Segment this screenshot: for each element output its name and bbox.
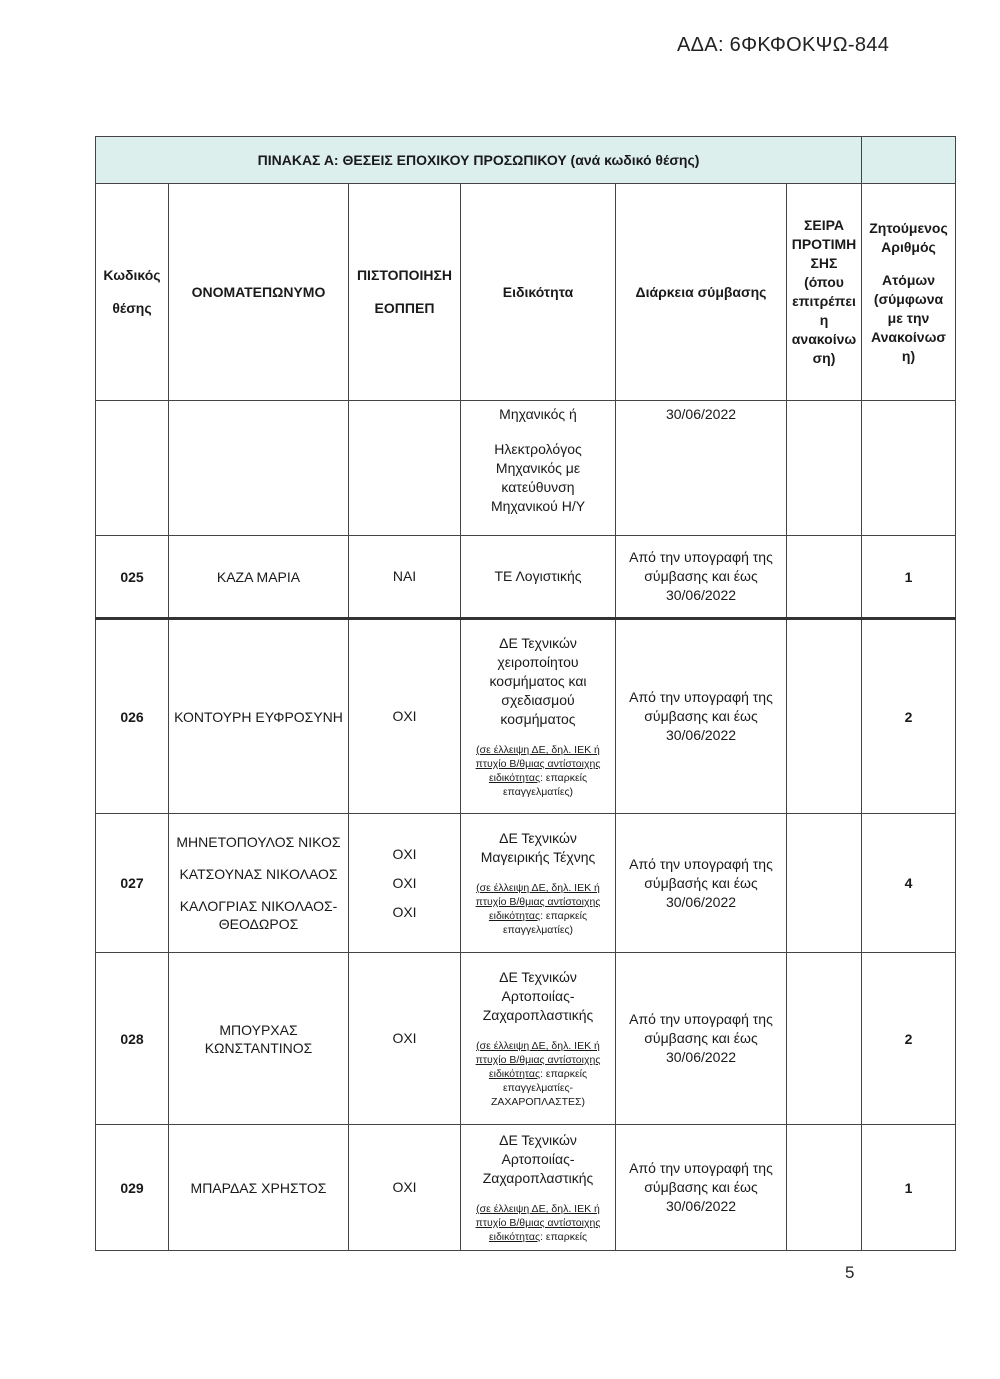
cell-count: 2 [862, 619, 956, 814]
specialty-note [461, 1202, 615, 1244]
spec-line: κοσμήματος και [489, 673, 587, 689]
cell-specialty [461, 953, 616, 1125]
col-header-duration: Διάρκεια σύμβασης [616, 184, 787, 401]
cell-code: 026 [96, 619, 169, 814]
cell-duration [616, 401, 787, 536]
note-line: : επαρκείς [540, 1231, 588, 1243]
col-header-requested [862, 184, 956, 401]
spec-line: Μηχανικού Η/Υ [490, 498, 586, 514]
duration-line: 30/06/2022 [665, 727, 737, 743]
spec-line: ΔΕ Τεχνικών [499, 1132, 577, 1148]
table-title-row [96, 137, 956, 184]
cell-cert [349, 814, 461, 953]
duration-line: 30/06/2022 [665, 406, 737, 422]
col-req-line: η) [901, 347, 916, 364]
note-line: πτυχίο Β/θμιας αντίστοιχης [475, 896, 601, 908]
cell-cert: ΟΧΙ [349, 619, 461, 814]
duration-line: σύμβασής και έως [644, 874, 758, 891]
spec-line: χειροποίητου [497, 654, 579, 670]
note-line: : επαρκείς [540, 772, 588, 784]
spec-line: κατεύθυνση [501, 479, 575, 495]
spec-line: Μηχανικός με [495, 460, 581, 476]
cell-duration [616, 536, 787, 619]
col-req-line: με την [887, 309, 930, 326]
note-line: επαγγελματίες) [502, 924, 574, 936]
cell-cert: ΟΧΙ [349, 1125, 461, 1251]
table-row-continued [96, 401, 956, 536]
spec-line: ΔΕ Τεχνικών [499, 830, 577, 846]
cert-line: ΟΧΙ [392, 903, 417, 920]
duration-line: 30/06/2022 [665, 1198, 737, 1214]
duration-line: Από την υπογραφή της [629, 855, 773, 872]
spec-line: σχεδιασμού [501, 692, 575, 708]
note-line: επαγγελματίες- [502, 1082, 574, 1094]
cell-preference [787, 619, 862, 814]
col-pref-line: ΣΕΙΡΑ [803, 217, 845, 233]
note-line: ειδικότητας [488, 772, 541, 784]
name-line: ΚΩΝΣΤΑΝΤΙΝΟΣ [204, 1039, 313, 1056]
col-header-cert [349, 184, 461, 401]
col-pref-line: επιτρέπει [792, 293, 856, 309]
table-row [96, 814, 956, 953]
col-pref-line: (όπου [804, 274, 844, 290]
note-line: (σε έλλειψη ΔΕ, δηλ. ΙΕΚ ή [476, 1203, 600, 1215]
cert-line: ΟΧΙ [392, 845, 417, 862]
table-row [96, 536, 956, 619]
cell-preference [787, 401, 862, 536]
column-header-row [96, 184, 956, 401]
name-line: ΚΑΛΟΓΡΙΑΣ ΝΙΚΟΛΑΟΣ- [179, 898, 338, 914]
col-req-line: Αριθμός [881, 238, 936, 255]
col-req-line: Ζητούμενος [869, 219, 948, 236]
cell-preference [787, 814, 862, 953]
name-line: ΘΕΟΔΩΡΟΣ [218, 916, 299, 932]
col-req-line: Ανακοίνωσ [871, 328, 946, 345]
spec-line: Μαγειρικής Τέχνης [480, 849, 596, 865]
col-pref-line: ΠΡΟΤΙΜΗ [791, 236, 857, 252]
col-pref-line: η [819, 312, 829, 328]
col-pref-line: ΣΗΣ [810, 255, 838, 271]
spec-line: ΔΕ Τεχνικών [499, 635, 577, 651]
specialty-note [461, 881, 615, 937]
note-line: (σε έλλειψη ΔΕ, δηλ. ΙΕΚ ή [476, 882, 600, 894]
cell-count: 1 [862, 536, 956, 619]
cert-line: ΟΧΙ [392, 874, 417, 891]
cell-specialty [461, 814, 616, 953]
name-line: ΜΠΟΥΡΧΑΣ [219, 1021, 298, 1038]
cell-count: 2 [862, 953, 956, 1125]
duration-line: 30/06/2022 [665, 587, 737, 603]
cell-duration [616, 1125, 787, 1251]
col-code-line1: Κωδικός [103, 267, 161, 283]
note-line: ΖΑΧΑΡΟΠΛΑΣΤΕΣ) [490, 1096, 586, 1108]
duration-line: Από την υπογραφή της [629, 549, 773, 565]
cell-code: 029 [96, 1125, 169, 1251]
duration-line: σύμβασης και έως [644, 1030, 758, 1046]
spec-line: κοσμήματος [500, 711, 576, 727]
table-row [96, 1125, 956, 1251]
col-header-name: ΟΝΟΜΑΤΕΠΩΝΥΜΟ [169, 184, 349, 401]
cell-cert: ΟΧΙ [349, 953, 461, 1125]
spec-line: Ηλεκτρολόγος [494, 441, 582, 457]
positions-table [95, 136, 956, 1251]
cell-name [169, 814, 349, 953]
note-line: πτυχίο Β/θμιας αντίστοιχης [475, 758, 601, 770]
table-row [96, 619, 956, 814]
col-cert-line1: ΠΙΣΤΟΠΟΙΗΣΗ [356, 267, 453, 283]
cell-code: 028 [96, 953, 169, 1125]
cell-specialty: ΤΕ Λογιστικής [461, 536, 616, 619]
spec-line: Ζαχαροπλαστικής [482, 1007, 594, 1023]
note-line: (σε έλλειψη ΔΕ, δηλ. ΙΕΚ ή [476, 1040, 600, 1052]
table-title: ΠΙΝΑΚΑΣ Α: ΘΕΣΕΙΣ ΕΠΟΧΙΚΟΥ ΠΡΟΣΩΠΙΚΟΥ (ανά κωδικό θέσης) [96, 137, 862, 184]
note-line: (σε έλλειψη ΔΕ, δηλ. ΙΕΚ ή [476, 744, 600, 756]
spec-line: Μηχανικός ή [499, 406, 577, 422]
spec-line: Αρτοποιίας- [501, 988, 575, 1004]
col-code-line2: θέσης [112, 300, 152, 316]
note-line: ειδικότητας [488, 1231, 541, 1243]
title-side-cell [862, 137, 956, 184]
duration-line: Από την υπογραφή της [629, 1011, 773, 1027]
col-header-preference [787, 184, 862, 401]
duration-line: Από την υπογραφή της [629, 689, 773, 705]
note-line: ειδικότητας [488, 910, 541, 922]
spec-line: Αρτοποιίας- [501, 1151, 575, 1167]
cell-name: ΚΟΝΤΟΥΡΗ ΕΥΦΡΟΣΥΝΗ [169, 619, 349, 814]
col-req-line: Ατόμων [881, 271, 936, 288]
specialty-note [461, 1039, 615, 1109]
cell-preference [787, 953, 862, 1125]
table-row [96, 953, 956, 1125]
ada-reference: ΑΔΑ: 6ΦΚΦΟΚΨΩ-844 [677, 34, 890, 56]
cell-count: 4 [862, 814, 956, 953]
name-line: ΚΑΤΣΟΥΝΑΣ ΝΙΚΟΛΑΟΣ [179, 866, 338, 882]
col-pref-line: ση) [812, 350, 836, 366]
note-line: : επαρκείς [540, 910, 588, 922]
cell-preference [787, 1125, 862, 1251]
col-cert-line2: ΕΟΠΠΕΠ [374, 300, 435, 316]
col-header-specialty: Ειδικότητα [461, 184, 616, 401]
note-line: επαγγελματίες) [502, 786, 574, 798]
cell-count: 1 [862, 1125, 956, 1251]
cell-specialty [461, 401, 616, 536]
note-line: : επαρκείς [540, 1068, 588, 1080]
cell-cert [349, 401, 461, 536]
col-req-line: (σύμφωνα [873, 290, 944, 307]
note-line: ειδικότητας [488, 1068, 541, 1080]
specialty-note [461, 743, 615, 799]
page-number: 5 [845, 1263, 855, 1282]
duration-line: σύμβασης και έως [644, 568, 758, 584]
duration-line: σύμβασης και έως [644, 708, 758, 724]
cell-duration [616, 619, 787, 814]
cell-duration [616, 814, 787, 953]
note-line: πτυχίο Β/θμιας αντίστοιχης [475, 1054, 601, 1066]
cell-name: ΚΑΖΑ ΜΑΡΙΑ [169, 536, 349, 619]
cell-count [862, 401, 956, 536]
cell-duration [616, 953, 787, 1125]
cell-cert: ΝΑΙ [349, 536, 461, 619]
cell-name: ΜΠΑΡΔΑΣ ΧΡΗΣΤΟΣ [169, 1125, 349, 1251]
cell-preference [787, 536, 862, 619]
duration-line: 30/06/2022 [665, 893, 737, 910]
col-pref-line: ανακοίνω [791, 331, 857, 347]
duration-line: σύμβασης και έως [644, 1179, 758, 1195]
cell-specialty [461, 619, 616, 814]
note-line: πτυχίο Β/θμιας αντίστοιχης [475, 1217, 601, 1229]
cell-name [169, 401, 349, 536]
cell-specialty [461, 1125, 616, 1251]
cell-code: 027 [96, 814, 169, 953]
spec-line: Ζαχαροπλαστικής [482, 1170, 594, 1186]
cell-name [169, 953, 349, 1125]
cell-code [96, 401, 169, 536]
duration-line: Από την υπογραφή της [629, 1160, 773, 1176]
cell-code: 025 [96, 536, 169, 619]
col-header-code [96, 184, 169, 401]
spec-line: ΔΕ Τεχνικών [499, 969, 577, 985]
name-line: ΜΗΝΕΤΟΠΟΥΛΟΣ ΝΙΚΟΣ [176, 834, 341, 850]
duration-line: 30/06/2022 [665, 1049, 737, 1065]
